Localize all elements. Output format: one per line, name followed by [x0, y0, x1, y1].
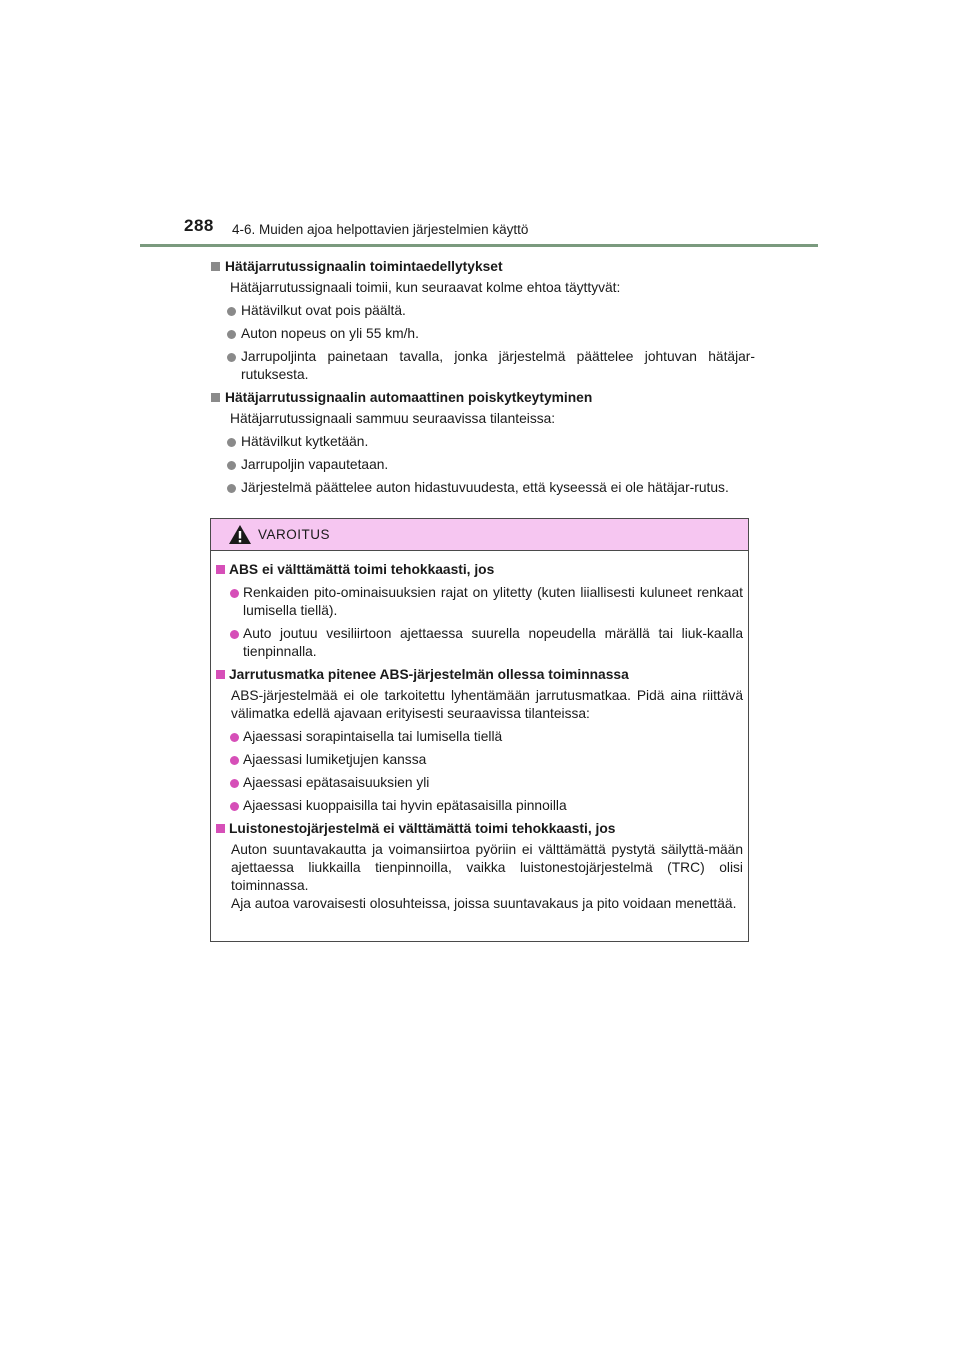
- circle-bullet-icon: [227, 461, 236, 470]
- square-bullet-icon: [211, 393, 220, 402]
- circle-bullet-icon: [227, 307, 236, 316]
- warning-heading: ABS ei välttämättä toimi tehokkaasti, jos: [215, 561, 743, 579]
- section-heading: Hätäjarrutussignaalin automaattinen poiskytkeytyminen: [210, 389, 755, 407]
- square-bullet-icon: [211, 262, 220, 271]
- warning-intro: ABS-järjestelmää ei ole tarkoitettu lyhentämään jarrutusmatkaa. Pidä aina riittävä välimatka edellä ajavaan erityisesti seuraavissa tilanteissa:: [231, 688, 743, 721]
- list-item: Hätävilkut kytketään.: [210, 433, 755, 451]
- warning-intro: Aja autoa varovaisesti olosuhteissa, joissa suuntavakaus ja pito voidaan menettää.: [231, 896, 737, 911]
- warning-heading: Jarrutusmatka pitenee ABS-järjestelmän ollessa toiminnassa: [215, 666, 743, 684]
- warning-triangle-icon: [228, 524, 252, 545]
- circle-bullet-icon: [227, 438, 236, 447]
- warning-heading: Luistonestojärjestelmä ei välttämättä toimi tehokkaasti, jos: [215, 820, 743, 838]
- list-item: Auton nopeus on yli 55 km/h.: [210, 325, 755, 343]
- page-header: [184, 216, 824, 246]
- circle-bullet-icon: [227, 484, 236, 493]
- circle-bullet-icon: [230, 779, 239, 788]
- warning-body: [215, 561, 743, 913]
- list-item: Jarrupoljinta painetaan tavalla, jonka järjestelmä päättelee johtuvan hätäjar-rutuksesta.: [210, 348, 755, 384]
- warning-header: [211, 519, 748, 551]
- header-divider: [140, 244, 818, 247]
- circle-bullet-icon: [230, 802, 239, 811]
- warning-box: [210, 518, 749, 942]
- list-item: Jarrupoljin vapautetaan.: [210, 456, 755, 474]
- warning-intro: Auton suuntavakautta ja voimansiirtoa pyöriin ei välttämättä pystytä säilyttä-mään ajettaessa liukkailla tienpinnoilla, vaikka luistonestojärjestelmä (TRC) olisi toiminnassa.: [231, 842, 743, 893]
- list-item: Auto joutuu vesiliirtoon ajettaessa suurella nopeudella märällä tai liuk-kaalla tienpinnalla.: [215, 625, 743, 661]
- section-intro: Hätäjarrutussignaali sammuu seuraavissa tilanteissa:: [230, 411, 556, 426]
- section-intro: Hätäjarrutussignaali toimii, kun seuraavat kolme ehtoa täyttyvät:: [230, 280, 621, 295]
- list-item: Renkaiden pito-ominaisuuksien rajat on ylitetty (kuten liiallisesti kuluneet renkaat lumisella tiellä).: [215, 584, 743, 620]
- section-title: 4-6. Muiden ajoa helpottavien järjestelmien käyttö: [232, 222, 529, 237]
- circle-bullet-icon: [230, 756, 239, 765]
- circle-bullet-icon: [230, 630, 239, 639]
- square-bullet-icon: [216, 565, 225, 574]
- square-bullet-icon: [216, 670, 225, 679]
- list-item: Ajaessasi lumiketjujen kanssa: [215, 751, 743, 769]
- list-item: Järjestelmä päättelee auton hidastuvuudesta, että kyseessä ei ole hätäjar-rutus.: [210, 479, 755, 497]
- warning-title: VAROITUS: [258, 527, 331, 542]
- list-item: Hätävilkut ovat pois päältä.: [210, 302, 755, 320]
- main-content: [210, 254, 755, 497]
- circle-bullet-icon: [227, 330, 236, 339]
- list-item: Ajaessasi kuoppaisilla tai hyvin epätasaisilla pinnoilla: [215, 797, 743, 815]
- circle-bullet-icon: [230, 733, 239, 742]
- square-bullet-icon: [216, 824, 225, 833]
- page-number: 288: [184, 216, 214, 235]
- list-item: Ajaessasi epätasaisuuksien yli: [215, 774, 743, 792]
- list-item: Ajaessasi sorapintaisella tai lumisella tiellä: [215, 728, 743, 746]
- circle-bullet-icon: [230, 589, 239, 598]
- circle-bullet-icon: [227, 353, 236, 362]
- section-heading: Hätäjarrutussignaalin toimintaedellytykset: [210, 258, 755, 276]
